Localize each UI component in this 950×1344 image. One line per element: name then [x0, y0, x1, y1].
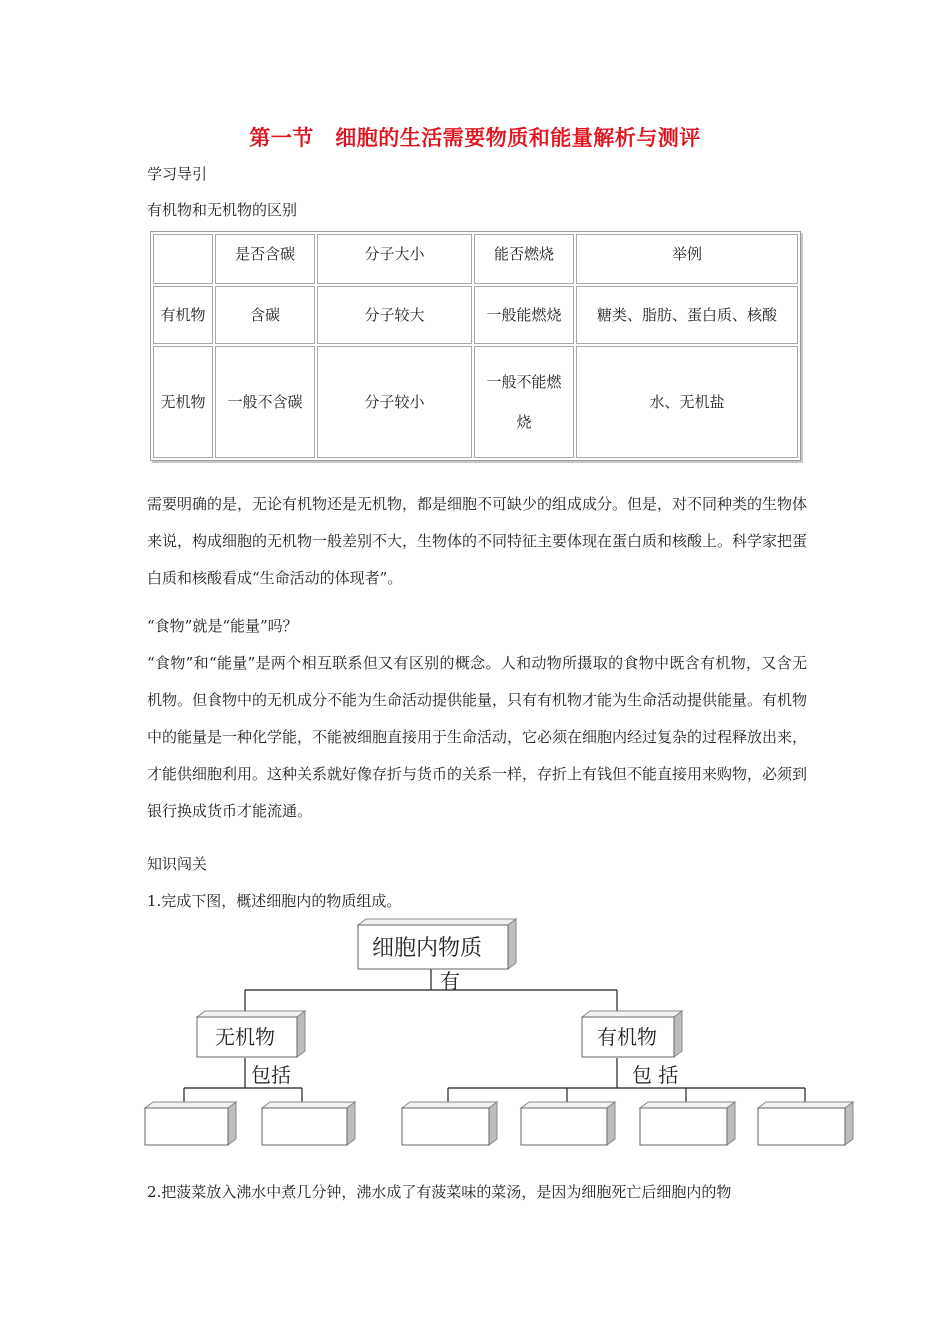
cell-substance-diagram — [0, 915, 950, 1155]
table-cell: 无机物 — [153, 346, 213, 458]
question-1: 1.完成下图，概述细胞内的物质组成。 — [147, 892, 402, 910]
page-title: 第一节 细胞的生活需要物质和能量解析与测评 — [249, 125, 701, 150]
question-heading-food-energy: “食物”就是“能量”吗？ — [147, 617, 298, 635]
section-heading-guide: 学习导引 — [147, 165, 208, 183]
root-link-label: 有 — [440, 969, 460, 993]
table-header-row — [153, 234, 798, 284]
table-cell: 分子较大 — [317, 286, 472, 344]
answer-box — [145, 1102, 236, 1145]
table-cell: 含碳 — [215, 286, 315, 344]
header-cell — [153, 234, 213, 284]
table-cell: 水、无机盐 — [576, 346, 798, 458]
organic-box-label: 有机物 — [597, 1025, 657, 1049]
table-cell: 一般不能燃烧 — [474, 346, 574, 458]
inorganic-link-label: 包括 — [251, 1063, 291, 1087]
paragraph-food-energy: “食物”和“能量”是两个相互联系但又有区别的概念。人和动物所摄取的食物中既含有机物，又含无机物。但食物中的无机成分不能为生命活动提供能量，只有有机物才能为生命活动提供能量。有机物中的能量是一种化学能，不能被细胞直接用于生命活动，它必须在细胞内经过复杂的过程释放出来，才能供细胞利用。这种关系就好像存折与货币的关系一样，存折上有钱但不能直接用来购物，必须到银行换成货币才能流通。 — [147, 654, 808, 820]
header-cell: 能否燃烧 — [474, 234, 574, 284]
answer-box — [262, 1102, 355, 1145]
answer-box — [402, 1102, 497, 1145]
comparison-table — [150, 231, 801, 461]
table-row — [153, 286, 798, 344]
header-cell: 举例 — [576, 234, 798, 284]
organic-link-label: 包 括 — [632, 1063, 679, 1087]
paragraph-organic-inorganic: 需要明确的是，无论有机物还是无机物，都是细胞不可缺少的组成成分。但是，对不同种类的生物体来说，构成细胞的无机物一般差别不大，生物体的不同特征主要体现在蛋白质和核酸上。科学家把蛋白质和核酸看成“生命活动的体现者”。 — [147, 495, 808, 587]
inorganic-box-label: 无机物 — [215, 1025, 275, 1049]
header-cell: 分子大小 — [317, 234, 472, 284]
table-row — [153, 346, 798, 458]
table-cell: 糖类、脂肪、蛋白质、核酸 — [576, 286, 798, 344]
root-box-label: 细胞内物质 — [372, 936, 483, 961]
table-cell: 一般不含碳 — [215, 346, 315, 458]
table-cell: 一般能燃烧 — [474, 286, 574, 344]
answer-box — [758, 1102, 853, 1145]
question-2: 2.把菠菜放入沸水中煮几分钟，沸水成了有菠菜味的菜汤，是因为细胞死亡后细胞内的物 — [147, 1183, 732, 1201]
header-cell: 是否含碳 — [215, 234, 315, 284]
answer-box — [521, 1102, 615, 1145]
table-caption: 有机物和无机物的区别 — [147, 201, 298, 219]
answer-box — [640, 1102, 735, 1145]
section-heading-quiz: 知识闯关 — [147, 855, 208, 873]
table-cell: 有机物 — [153, 286, 213, 344]
table-cell: 分子较小 — [317, 346, 472, 458]
